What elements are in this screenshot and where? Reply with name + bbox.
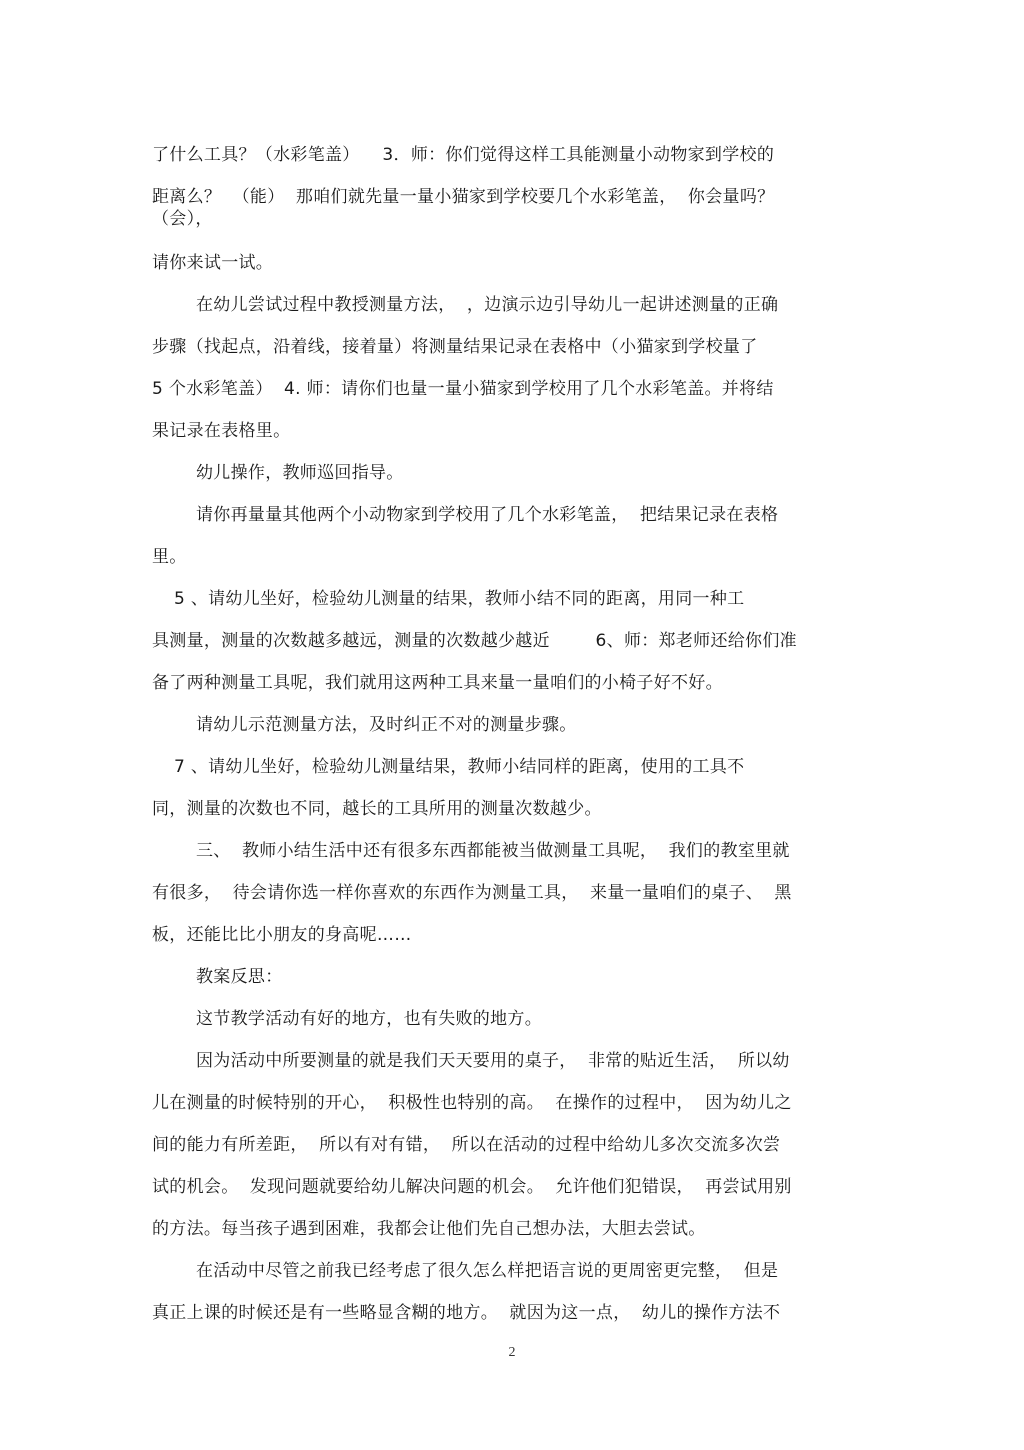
text-line: 有很多， 待会请你选一样你喜欢的东西作为测量工具， 来量一量咱们的桌子、 黑	[152, 883, 792, 903]
text-line: 教案反思：	[196, 967, 283, 987]
text-line: 5 个水彩笔盖） 4. 师：请你们也量一量小猫家到学校用了几个水彩笔盖。并将结	[152, 379, 774, 399]
text-line: 请你再量量其他两个小动物家到学校用了几个水彩笔盖， 把结果记录在表格	[196, 505, 779, 525]
text-line: 真正上课的时候还是有一些略显含糊的地方。 就因为这一点， 幼儿的操作方法不	[152, 1303, 781, 1323]
text-line: 这节教学活动有好的地方，也有失败的地方。	[196, 1009, 542, 1029]
text-line: 在幼儿尝试过程中教授测量方法， ，边演示边引导幼儿一起讲述测量的正确	[196, 295, 779, 315]
text-line: 请你来试一试。	[152, 253, 274, 273]
text-line: 了什么工具？（水彩笔盖） 3．师：你们觉得这样工具能测量小动物家到学校的	[152, 145, 775, 165]
text-line: 请幼儿示范测量方法，及时纠正不对的测量步骤。	[196, 715, 577, 735]
text-line: 三、 教师小结生活中还有很多东西都能被当做测量工具呢， 我们的教室里就	[196, 841, 790, 861]
text-line: 里。	[152, 547, 187, 567]
text-line: （会），	[152, 209, 213, 229]
text-line: 果记录在表格里。	[152, 421, 291, 441]
text-line: 间的能力有所差距， 所以有对有错， 所以在活动的过程中给幼儿多次交流多次尝	[152, 1135, 781, 1155]
text-line: 幼儿操作，教师巡回指导。	[196, 463, 404, 483]
text-line: 7 、请幼儿坐好，检验幼儿测量结果，教师小结同样的距离，使用的工具不	[174, 757, 745, 777]
text-line: 板，还能比比小朋友的身高呢……	[152, 925, 412, 945]
text-line: 距离么？ （能） 那咱们就先量一量小猫家到学校要几个水彩笔盖， 你会量吗？	[152, 187, 775, 207]
text-line: 的方法。每当孩子遇到困难，我都会让他们先自己想办法，大胆去尝试。	[152, 1219, 706, 1239]
text-line: 具测量，测量的次数越多越远，测量的次数越少越近 6、师：郑老师还给你们准	[152, 631, 797, 651]
text-line: 儿在测量的时候特别的开心， 积极性也特别的高。 在操作的过程中， 因为幼儿之	[152, 1093, 792, 1113]
text-line: 同，测量的次数也不同，越长的工具所用的测量次数越少。	[152, 799, 602, 819]
text-line: 备了两种测量工具呢，我们就用这两种工具来量一量咱们的小椅子好不好。	[152, 673, 723, 693]
text-line: 步骤（找起点，沿着线，接着量）将测量结果记录在表格中（小猫家到学校量了	[152, 337, 758, 357]
text-line: 因为活动中所要测量的就是我们天天要用的桌子， 非常的贴近生活， 所以幼	[196, 1051, 790, 1071]
text-line: 在活动中尽管之前我已经考虑了很久怎么样把语言说的更周密更完整， 但是	[196, 1261, 779, 1281]
page-number: 2	[508, 1345, 516, 1360]
text-line: 5 、请幼儿坐好，检验幼儿测量的结果，教师小结不同的距离，用同一种工	[174, 589, 745, 609]
text-line: 试的机会。 发现问题就要给幼儿解决问题的机会。 允许他们犯错误， 再尝试用别	[152, 1177, 792, 1197]
